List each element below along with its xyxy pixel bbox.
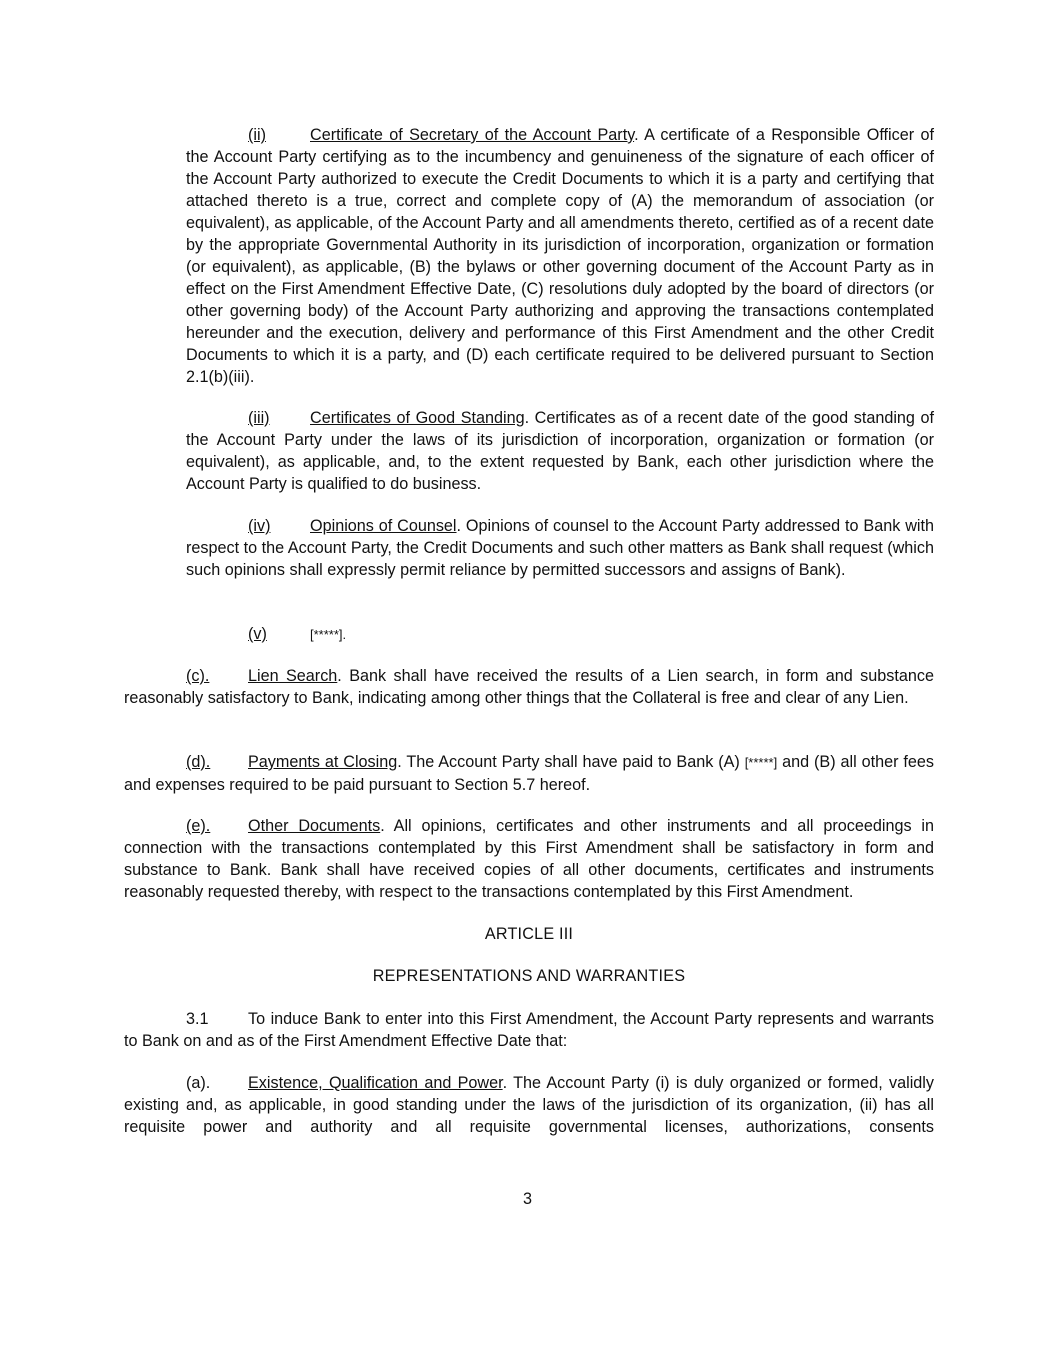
title-a: Existence, Qualification and Power [248,1074,503,1092]
page-number: 3 [522,1190,532,1208]
paragraph-e [124,815,934,903]
body-e: . All opinions, certificates and other instruments and all proceedings in connection with the transactions contemplated by this First Amendment shall be satisfactory in form and substance to Bank. Bank shall have received copies of all other documents, certificates and instruments reasonably requested thereby, with respect to the transactions contemplated by this First Amendment. [124,817,934,901]
paragraph-a [124,1072,934,1138]
label-c: (c). [186,667,210,685]
label-iv: (iv) [248,517,271,535]
body-iv: . Opinions of counsel to the Account Party addressed to Bank with respect to the Account Party, the Credit Documents and such other matters as Bank shall request (which such opinions shall expressly permit reliance by permitted successors and assigns of Bank). [186,517,934,579]
body-iii: . Certificates as of a recent date of the good standing of the Account Party under the laws of its jurisdiction of incorporation, organization or formation (or equivalent), as applicable, and, to the extent requested by Bank, each other jurisdiction where the Account Party is qualified to do business. [186,409,934,493]
article-subheading: REPRESENTATIONS AND WARRANTIES [372,967,686,985]
paragraph-iii [186,407,934,495]
article-heading: ARTICLE III [484,925,574,943]
paragraph-c [124,665,934,709]
body-a: . The Account Party (i) is duly organized or formed, validly existing and, as applicable, in good standing under the laws of the jurisdiction of its organization, (ii) has all requisite power and authority and all requisite governmental licenses, authorizations, consents [124,1074,934,1136]
body-3-1: To induce Bank to enter into this First Amendment, the Account Party represents and warrants to Bank on and as of the First Amendment Effective Date that: [124,1010,934,1050]
title-ii: Certificate of Secretary of the Account Party [310,126,635,144]
title-iii: Certificates of Good Standing [310,409,525,427]
label-e: (e). [186,817,211,835]
title-iv: Opinions of Counsel [310,517,457,535]
paragraph-iv [186,515,934,581]
paragraph-3-1 [124,1008,934,1052]
label-iii: (iii) [248,409,270,427]
paragraph-d [124,751,934,796]
body-d-part2: and (B) all other fees and expenses required to be paid pursuant to Section 5.7 hereof. [124,753,934,794]
title-e: Other Documents [248,817,381,835]
label-d: (d). [186,753,211,771]
body-d-part1: . The Account Party shall have paid to Bank (A) [397,753,745,771]
label-v: (v) [248,625,267,643]
title-c: Lien Search [248,667,338,685]
label-a: (a). [186,1074,211,1092]
label-ii: (ii) [248,126,266,144]
paragraph-ii [186,124,934,388]
body-ii: . A certificate of a Responsible Officer of the Account Party certifying as to the incumbency and genuineness of the signature of each officer of the Account Party authorized to execute the Credit Documents to which it is a party and certifying that attached thereto is a true, correct and complete copy of (A) the memorandum of association (or equivalent), as applicable, of the Account Party and all amendments thereto, certified as of a recent date by the appropriate Governmental Authority in its jurisdiction of incorporation, organization or formation (or equivalent), as applicable, (B) the bylaws or other governing document of the Account Party as in effect on the First Amendment Effective Date, (C) resolutions duly adopted by the board of directors (or other governing body) of the Account Party authorizing and approving the transactions contemplated hereunder and the execution, delivery and performance of this First Amendment and the other Credit Documents to which it is a party, and (D) each certificate required to be delivered pursuant to Section 2.1(b)(iii). [186,126,934,386]
paragraph-v [248,623,346,646]
redacted-d: [*****] [744,755,778,770]
redacted-v: [*****]. [310,627,347,642]
label-3-1: 3.1 [186,1010,209,1028]
title-d: Payments at Closing [248,753,398,771]
body-c: . Bank shall have received the results of a Lien search, in form and substance reasonably satisfactory to Bank, indicating among other things that the Collateral is free and clear of any Lien. [124,667,934,707]
